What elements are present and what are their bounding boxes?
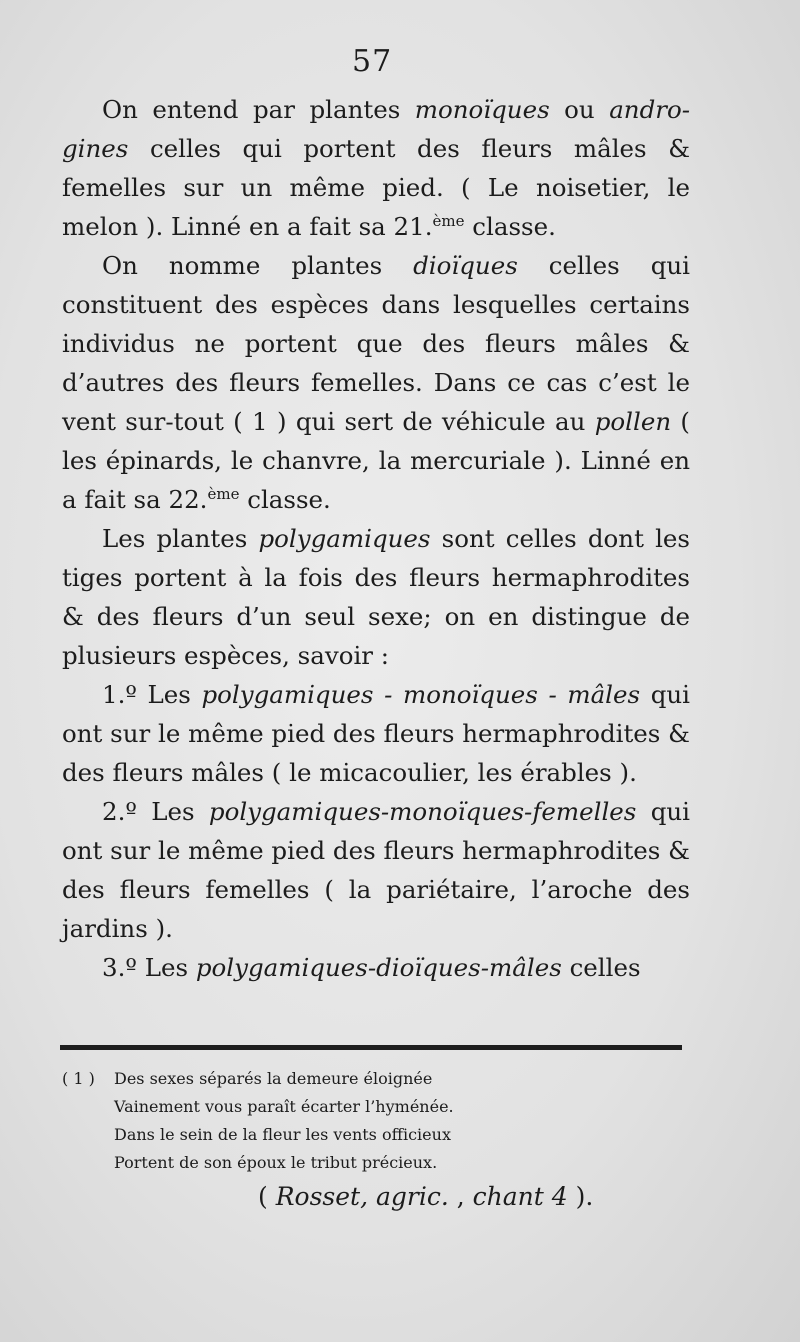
paragraph-dioiques	[62, 246, 690, 519]
verse-line: Des sexes séparés la demeure éloignée	[114, 1069, 433, 1088]
text: classe.	[239, 485, 331, 514]
paren-close: ).	[567, 1182, 594, 1211]
page-number: 57	[352, 44, 393, 79]
item-number: 1.º	[102, 680, 137, 709]
footnote-marker: ( 1 )	[62, 1069, 95, 1088]
list-item	[62, 675, 690, 792]
text: celles	[561, 953, 641, 982]
term-dioiques: dioïques	[413, 251, 518, 280]
term-polygamiques-monoiques-femelles: polygamiques-monoïques-femelles	[208, 797, 637, 826]
text: Les	[136, 680, 202, 709]
body-text	[62, 90, 690, 987]
paragraph-polygamiques	[62, 519, 690, 675]
footnote-line	[62, 1121, 690, 1149]
verse-line: Portent de son époux le tribut précieux.	[114, 1153, 438, 1172]
term-polygamiques-monoiques-males: polygamiques - monoïques - mâles	[201, 680, 641, 709]
text: classe.	[464, 212, 556, 241]
text: ou	[549, 95, 610, 124]
term-polygamiques-dioiques-males: polygamiques-dioïques-mâles	[195, 953, 562, 982]
footnote-line	[62, 1093, 690, 1121]
paragraph-monoiques	[62, 90, 690, 246]
footnote	[62, 1065, 690, 1177]
text: ( les épinards, le chanvre, la mercuriale ). Linné en a fait sa 22.	[62, 407, 690, 514]
item-number: 2.º	[102, 797, 137, 826]
list-item	[62, 792, 690, 948]
text: On nomme plantes	[102, 251, 414, 280]
term-pollen: pollen	[594, 407, 672, 436]
term-monoiques: monoïques	[414, 95, 550, 124]
paren-open: (	[258, 1182, 276, 1211]
term-polygamiques: polygamiques	[258, 524, 431, 553]
text: celles qui portent des fleurs mâles & femelles sur un même pied. ( Le noisetier, le melon ). Linné en a fait sa 21.	[62, 134, 690, 241]
text: On entend par plantes	[102, 95, 415, 124]
attribution-author: Rosset, agric.	[275, 1182, 449, 1211]
attribution	[258, 1182, 593, 1211]
text: Les plantes	[102, 524, 259, 553]
text: Les	[136, 953, 196, 982]
text: qui ont sur le même pied des fleurs hermaphrodites & des fleurs mâles ( le micacoulier, les érables ).	[62, 680, 690, 787]
ordinal-suffix: ème	[432, 211, 465, 230]
item-number: 3.º	[102, 953, 137, 982]
footnote-rule	[60, 1045, 682, 1050]
list-item	[62, 948, 690, 987]
verse-line: Dans le sein de la fleur les vents officieux	[114, 1125, 451, 1144]
footnote-line	[62, 1065, 690, 1093]
attribution-work: chant 4	[472, 1182, 568, 1211]
ordinal-suffix: ème	[207, 484, 240, 503]
verse-line: Vainement vous paraît écarter l’hyménée.	[114, 1097, 454, 1116]
text: Les	[136, 797, 209, 826]
text: qui ont sur le même pied des fleurs hermaphrodites & des fleurs femelles ( la pariétaire, l’aroche des jardins ).	[62, 797, 690, 943]
term-androgines: andro-gines	[62, 95, 690, 163]
footnote-line	[62, 1149, 690, 1177]
separator: ,	[448, 1182, 473, 1211]
text: sont celles dont les tiges portent à la fois des fleurs hermaphrodites & des fleurs d’un seul sexe; on en distingue de plusieurs espèces, savoir :	[62, 524, 690, 670]
text: celles qui constituent des espèces dans lesquelles certains individus ne portent que des fleurs mâles & d’autres des fleurs femelles. Dans ce cas c’est le vent sur-tout ( 1 ) qui sert de véhicule au	[62, 251, 690, 436]
